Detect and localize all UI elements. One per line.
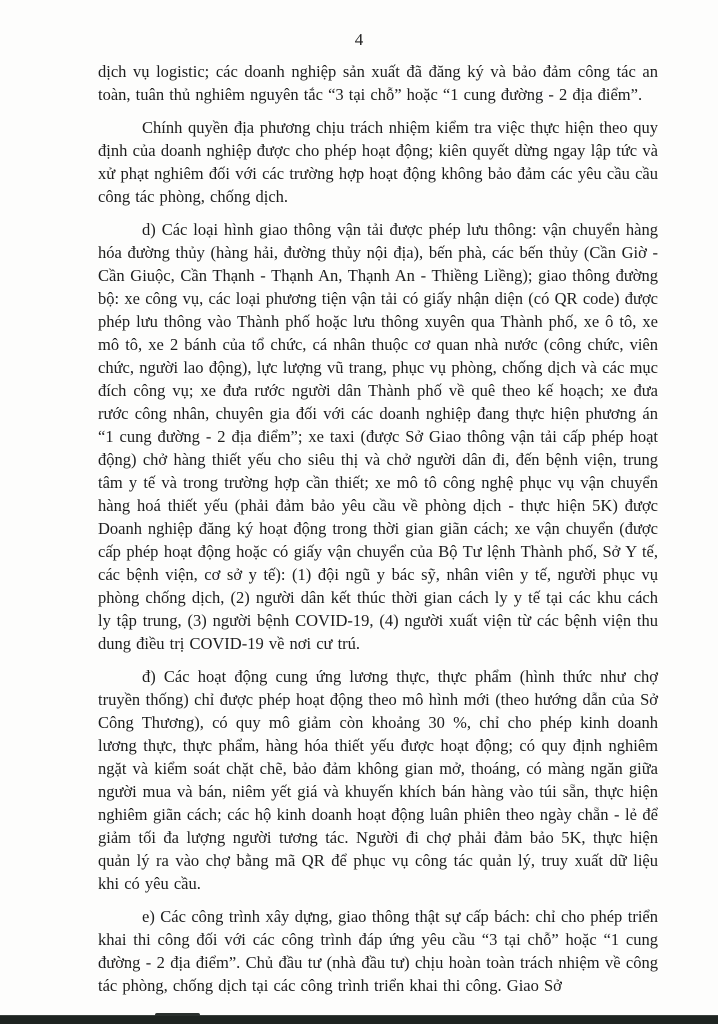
scan-artifact-bottom-bar [0, 1015, 718, 1024]
paragraph-local-authority-responsibility: Chính quyền địa phương chịu trách nhiệm kiểm tra việc thực hiện theo quy định của doanh nghiệp được cho phép hoạt động; kiên quyết dừng ngay lập tức và xử phạt nghiêm đối với các trường hợp hoạt động không bảo đảm các yêu cầu cầu công tác phòng, chống dịch. [98, 118, 658, 206]
page-number: 4 [354, 30, 364, 49]
paragraph-logistics-continuation: dịch vụ logistic; các doanh nghiệp sản xuất đã đăng ký và bảo đảm công tác an toàn, tuân thủ nghiêm nguyên tắc “3 tại chỗ” hoặc “1 cung đường - 2 địa điểm”. [98, 62, 658, 104]
paragraph-item-d-transport: d) Các loại hình giao thông vận tải được phép lưu thông: vận chuyển hàng hóa đường thủy (hàng hải, đường thủy nội địa), bến phà, các bến thủy (Cần Giờ - Cần Giuộc, Cần Thạnh - Thạnh An, Thạnh An - Thiềng Liềng); giao thông đường bộ: xe công vụ, các loại phương tiện vận tải có giấy nhận diện (có QR code) được phép lưu thông vào Thành phố hoặc lưu thông xuyên qua Thành phố, xe ô tô, xe mô tô, xe 2 bánh của tổ chức, cá nhân thuộc cơ quan nhà nước (công chức, viên chức, người lao động), lực lượng vũ trang, phục vụ phòng, chống dịch và các mục đích công vụ; xe đưa rước người dân Thành phố về quê theo kế hoạch; xe đưa rước công nhân, chuyên gia đối với các doanh nghiệp đang thực hiện phương án “1 cung đường - 2 địa điểm”; xe taxi (được Sở Giao thông vận tải cấp phép hoạt động) chở hàng thiết yếu cho siêu thị và chở người dân đi, đến bệnh viện, trung tâm y tế và trong trường hợp cần thiết; xe mô tô công nghệ phục vụ vận chuyển hàng hoá thiết yếu (phải đảm bảo yêu cầu về phòng dịch - thực hiện 5K) được Doanh nghiệp đăng ký hoạt động trong thời gian giãn cách; xe vận chuyển (được cấp phép hoạt động hoặc có giấy vận chuyển của Bộ Tư lệnh Thành phố, Sở Y tế, các bệnh viện, cơ sở y tế): (1) đội ngũ y bác sỹ, nhân viên y tế, người phục vụ phòng chống dịch, (2) người dân kết thúc thời gian cách ly y tế tại các khu cách ly tập trung, (3) người bệnh COVID-19, (4) người xuất viện từ các bệnh viện thu dung điều trị COVID-19 về nơi cư trú. [98, 220, 658, 653]
document-body [98, 60, 658, 1007]
paragraph-item-e-construction: e) Các công trình xây dựng, giao thông thật sự cấp bách: chỉ cho phép triển khai thi công đối với các công trình đáp ứng yêu cầu “3 tại chỗ” hoặc “1 cung đường - 2 địa điểm”. Chủ đầu tư (nhà đầu tư) chịu hoàn toàn trách nhiệm về công tác phòng, chống dịch tại các công trình triển khai thi công. Giao Sở [98, 907, 658, 995]
paragraph-item-dd-food-supply: đ) Các hoạt động cung ứng lương thực, thực phẩm (hình thức như chợ truyền thống) chỉ được phép hoạt động theo mô hình mới (theo hướng dẫn của Sở Công Thương), có quy mô giảm còn khoảng 30 %, chỉ cho phép kinh doanh lương thực, thực phẩm, hàng hóa thiết yếu được hoạt động; có quy định nghiêm ngặt và kiểm soát chặt chẽ, bảo đảm không gian mở, thoáng, có màng ngăn giữa người mua và bán, niêm yết giá và khuyến khích bán hàng vào túi sẵn, thực hiện nghiêm giãn cách; các hộ kinh doanh hoạt động luân phiên theo ngày chẵn - lẻ để giảm tối đa lượng người tương tác. Người đi chợ phải đảm bảo 5K, thực hiện quản lý ra vào chợ bằng mã QR để phục vụ công tác quản lý, truy xuất dữ liệu khi có yêu cầu. [98, 667, 658, 893]
